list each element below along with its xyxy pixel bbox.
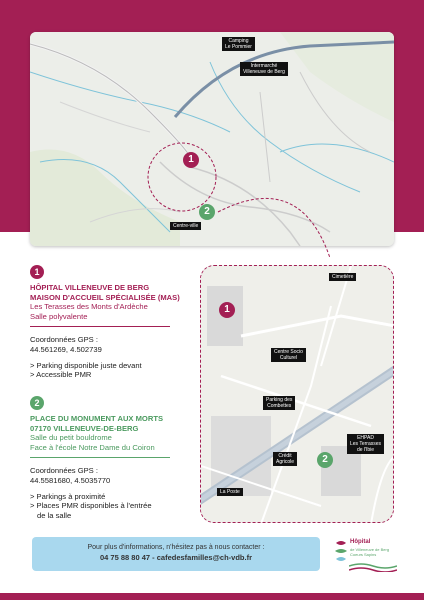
location-1-title-2: MAISON D'ACCUEIL SPÉCIALISÉE (MAS) [30,292,180,302]
location-2-note-1: > Parkings à proximité [30,491,106,501]
location-1-gps-label: Coordonnées GPS : [30,335,98,345]
map-label-cimetiere: Cimetière [329,273,356,281]
footer-band [0,593,424,600]
location-2-info [30,396,195,520]
map-label-la-poste: La Poste [217,488,243,496]
detail-marker-1[interactable]: 1 [219,302,235,318]
location-2-divider [30,457,170,458]
location-1-note-2: > Accessible PMR [30,370,92,380]
contact-intro: Pour plus d'informations, n'hésitez pas à nous contacter : [87,544,265,551]
map-label-credit-agricole: Crédit Agricole [273,452,297,466]
location-1-divider [30,326,170,327]
map-label-parking-combettes: Parking des Combettes [263,396,295,410]
location-2-number: 2 [30,396,44,410]
map-label-intermarche: Intermarché Villeneuve de Berg [240,62,288,76]
location-2-gps-value[interactable]: 44.5581680, 4.5035770 [30,475,111,485]
hospital-logo [333,537,397,573]
location-2-gps-label: Coordonnées GPS : [30,466,98,476]
contact-box [32,537,320,571]
logo-subtitle: de Villeneuve de Berg Coeurs Sapins [350,547,390,557]
contact-line [32,553,320,562]
map-label-ehpad: EHPAD Les Terrasses de l'Ibie [347,434,384,454]
location-2-note-3: de la salle [37,510,72,520]
location-2-subtitle-2: Face à l'école Notre Dame du Coiron [30,442,155,452]
logo-wave-icon [349,562,397,572]
map-label-centre-socio: Centre Socio Culturel [271,348,306,362]
location-2-title-2: 07170 VILLENEUVE-DE-BERG [30,423,139,433]
location-1-note-1: > Parking disponible juste devant [30,360,142,370]
overview-marker-2[interactable]: 2 [199,204,215,220]
overview-marker-1[interactable]: 1 [183,152,199,168]
contact-phone[interactable]: 04 75 88 80 47 [100,553,151,562]
map-label-centre-ville: Centre-ville [170,222,201,230]
location-1-gps-value[interactable]: 44.561269, 4.502739 [30,344,102,354]
location-1-subtitle-1: Les Terasses des Monts d'Ardèche [30,302,148,312]
logo-mark-icon [333,539,349,569]
location-1-info [30,265,195,380]
detail-map[interactable] [200,265,394,523]
map-label-camping: Camping Le Pommier [222,37,255,51]
location-1-title-1: HÔPITAL VILLENEUVE DE BERG [30,283,150,292]
location-1-subtitle-2: Salle polyvalente [30,311,88,321]
location-2-title-1: PLACE DU MONUMENT AUX MORTS [30,414,164,423]
location-2-note-2: > Places PMR disponibles à l'entrée [30,501,152,511]
contact-email[interactable]: cafedesfamilles@ch-vdb.fr [156,553,252,562]
detail-marker-2[interactable]: 2 [317,452,333,468]
location-2-subtitle-1: Salle du petit bouldrome [30,433,112,443]
contact-separator: - [152,553,155,562]
logo-title: Hôpital [350,539,371,545]
location-1-number: 1 [30,265,44,279]
